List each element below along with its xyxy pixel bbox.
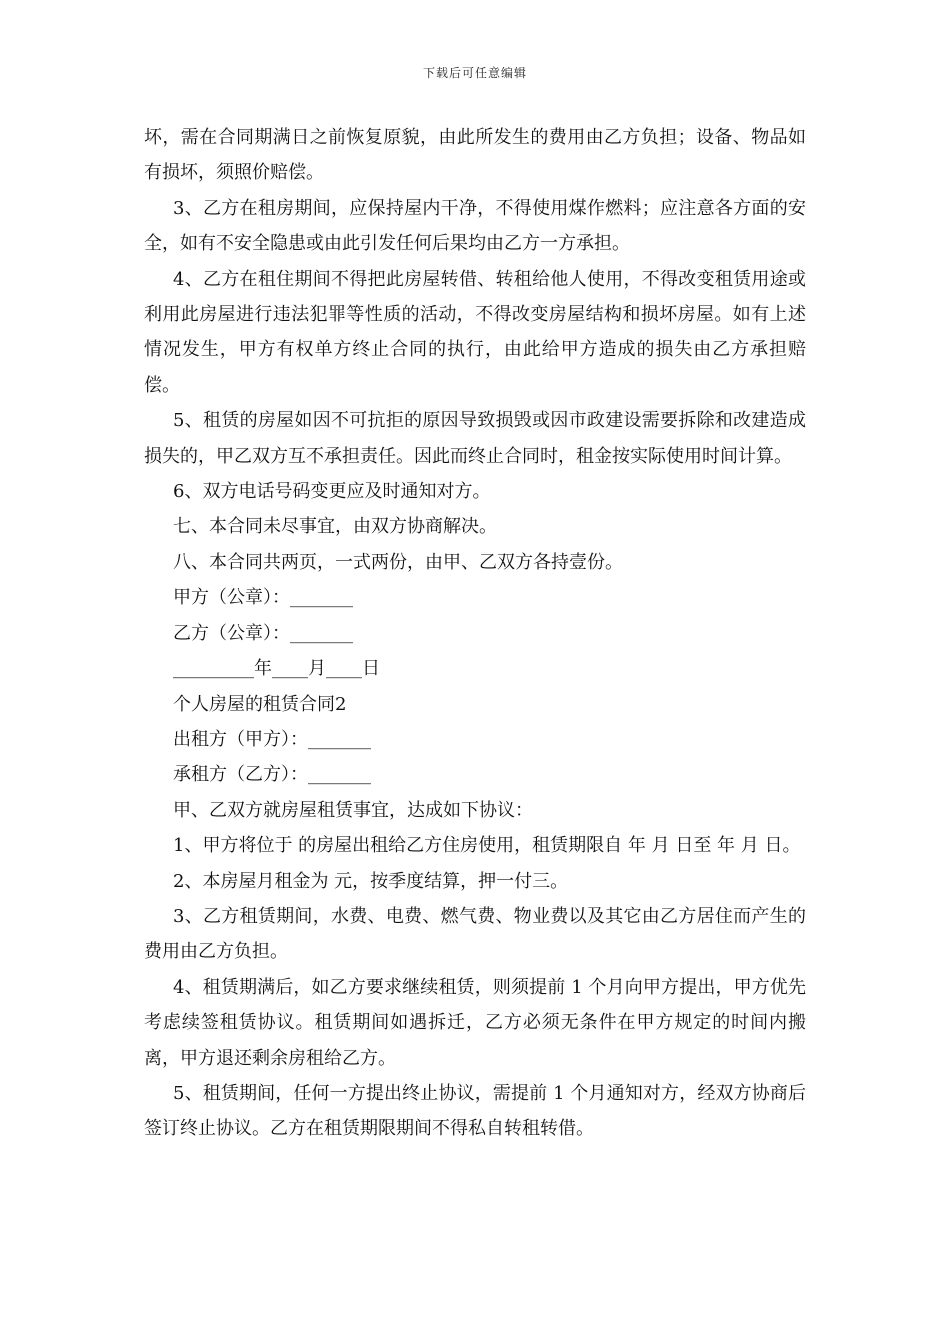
paragraph: 1、甲方将位于 的房屋出租给乙方住房使用，租赁期限自 年 月 日至 年 月 日。 (173, 835, 801, 857)
lessee-line: 承租方（乙方）：_______ (173, 764, 371, 786)
paragraph: 甲、乙双方就房屋租赁事宜，达成如下协议： (173, 799, 533, 821)
signature-line-party-b: 乙方（公章）：_______ (173, 622, 353, 644)
paragraph: 八、本合同共两页，一式两份，由甲、乙双方各持壹份。 (173, 551, 623, 573)
lessor-line: 出租方（甲方）：_______ (173, 728, 371, 750)
paragraph: 七、本合同未尽事宜，由双方协商解决。 (173, 516, 497, 538)
paragraph: 4、乙方在租住期间不得把此房屋转借、转租给他人使用，不得改变租赁用途或利用此房屋进行违法犯罪等性质的活动，不得改变房屋结构和损坏房屋。如有上述情况发生，甲方有权单方终止合同的执行，由此给甲方造成的损失由乙方承担赔偿。 (144, 268, 806, 396)
document-body (144, 120, 806, 1147)
paragraph: 3、乙方租赁期间，水费、电费、燃气费、物业费以及其它由乙方居住而产生的费用由乙方负担。 (144, 905, 806, 963)
paragraph: 5、租赁的房屋如因不可抗拒的原因导致损毁或因市政建设需要拆除和改建造成损失的，甲乙双方互不承担责任。因此而终止合同时，租金按实际使用时间计算。 (144, 410, 806, 467)
paragraph: 5、租赁期间，任何一方提出终止协议，需提前 1 个月通知对方，经双方协商后签订终止协议。乙方在租赁期限期间不得私自转租转借。 (144, 1082, 806, 1140)
paragraph: 2、本房屋月租金为 元，按季度结算，押一付三。 (173, 870, 569, 892)
paragraph: 3、乙方在租房期间，应保持屋内干净，不得使用煤作燃料；应注意各方面的安全，如有不安全隐患或由此引发任何后果均由乙方一方承担。 (144, 197, 806, 255)
paragraph: 坏，需在合同期满日之前恢复原貌，由此所发生的费用由乙方负担；设备、物品如有损坏，须照价赔偿。 (144, 127, 806, 184)
date-line: _________年____月____日 (173, 658, 380, 680)
paragraph: 6、双方电话号码变更应及时通知对方。 (173, 481, 491, 503)
signature-line-party-a: 甲方（公章）：_______ (173, 587, 353, 609)
section-title: 个人房屋的租赁合同2 (173, 693, 347, 715)
page-header: 下载后可任意编辑 (422, 66, 527, 80)
paragraph: 4、租赁期满后，如乙方要求继续租赁，则须提前 1 个月向甲方提出，甲方优先考虑续签租赁协议。租赁期间如遇拆迁，乙方必须无条件在甲方规定的时间内搬离，甲方退还剩余房租给乙方。 (144, 976, 806, 1069)
